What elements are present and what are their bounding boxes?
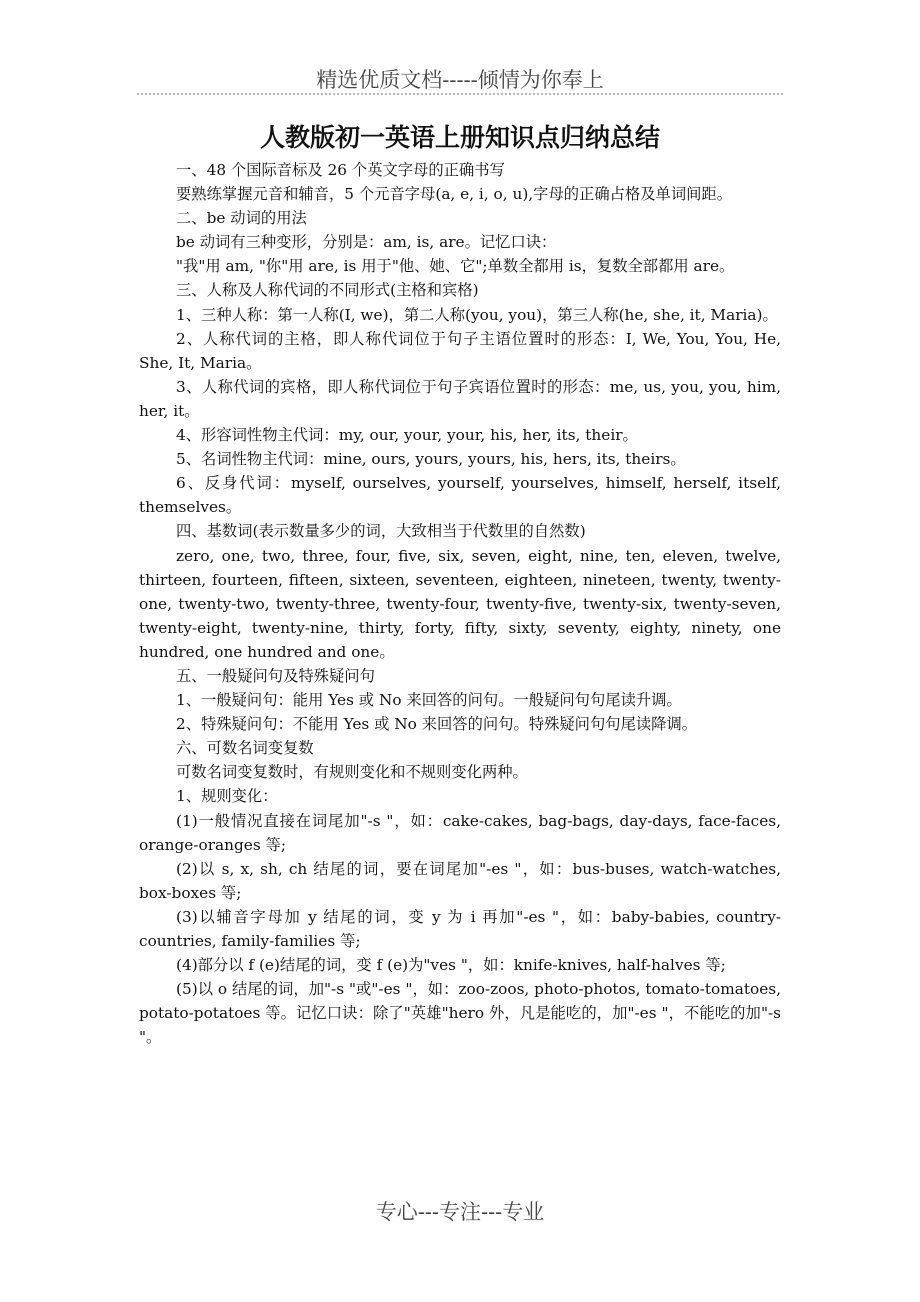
list-item: 5、名词性物主代词：mine, ours, yours, yours, his, hers, its, theirs。 (176, 450, 686, 469)
paragraph: zero, one, two, three, four, five, six, seven, eight, nine, ten, eleven, twelve, thirteen, fourteen, fifteen, sixteen, seventeen, eighteen, nineteen, twenty, twenty-one, twenty-two, twenty-three, twenty-four, twenty-five, twenty-six, twenty-seven, twenty-eight, twenty-nine, thirty, forty, fifty, sixty, seventy, eighty, ninety, one hundred, one hundred and one。 (139, 546, 781, 661)
list-item: 4、形容词性物主代词：my, our, your, your, his, her, its, their。 (176, 426, 638, 445)
section-heading-6: 六、可数名词变复数 (176, 739, 314, 758)
page-footer: 专心---专注---专业 (375, 1200, 545, 1224)
list-item: (5)以 o 结尾的词，加"-s "或"-es "，如：zoo-zoos, photo-photos, tomato-tomatoes, potato-potatoes 等。记忆口诀：除了"英雄"hero 外，凡是能吃的，加"-es "，不能吃的加"-s "。 (139, 980, 781, 1047)
list-item: 2、特殊疑问句：不能用 Yes 或 No 来回答的问句。特殊疑问句句尾读降调。 (176, 715, 698, 734)
list-item: 6、反身代词：myself, ourselves, yourself, yourselves, himself, herself, itself, themselves。 (139, 474, 781, 517)
document-title: 人教版初一英语上册知识点归纳总结 (259, 123, 660, 152)
list-item: (3)以辅音字母加 y 结尾的词，变 y 为 i 再加"-es "，如：baby-babies, country-countries, family-families 等; (139, 907, 781, 950)
section-heading-1: 一、48 个国际音标及 26 个英文字母的正确书写 (176, 161, 505, 179)
list-item: (4)部分以 f (e)结尾的词，变 f (e)为"ves "，如：knife-knives, half-halves 等; (176, 956, 726, 975)
list-item: 1、一般疑问句：能用 Yes 或 No 来回答的问句。一般疑问句句尾读升调。 (176, 691, 682, 710)
section-heading-5: 五、一般疑问句及特殊疑问句 (176, 666, 375, 685)
paragraph: "我"用 am, "你"用 are, is 用于"他、她、它";单数全都用 is，复数全部都用 are。 (176, 257, 735, 276)
section-heading-4: 四、基数词(表示数量多少的词，大致相当于代数里的自然数) (176, 522, 586, 541)
list-item: (2)以 s, x, sh, ch 结尾的词，要在词尾加"-es "，如：bus-buses, watch-watches, box-boxes 等; (139, 859, 781, 902)
paragraph: 可数名词变复数时，有规则变化和不规则变化两种。 (176, 763, 528, 782)
page-header: 精选优质文档-----倾情为你奉上 (316, 68, 604, 92)
header-divider (137, 93, 783, 95)
list-item: 3、人称代词的宾格，即人称代词位于句子宾语位置时的形态：me, us, you, you, him, her, it。 (139, 377, 781, 420)
list-item: 1、三种人称：第一人称(I, we)，第二人称(you, you)，第三人称(he, she, it, Maria)。 (176, 305, 778, 324)
paragraph: 要熟练掌握元音和辅音，5 个元音字母(a, e, i, o, u),字母的正确占格及单词间距。 (176, 185, 733, 204)
list-item: 2、人称代词的主格，即人称代词位于句子主语位置时的形态：I, We, You, You, He, She, It, Maria。 (139, 329, 781, 372)
section-heading-2: 二、be 动词的用法 (176, 209, 307, 228)
list-item: 1、规则变化： (176, 787, 278, 806)
paragraph: be 动词有三种变形，分别是：am, is, are。记忆口诀： (176, 233, 557, 252)
section-heading-3: 三、人称及人称代词的不同形式(主格和宾格) (176, 281, 479, 300)
list-item: (1)一般情况直接在词尾加"-s "，如：cake-cakes, bag-bags, day-days, face-faces, orange-oranges 等; (139, 811, 781, 854)
document-body (139, 158, 781, 1049)
